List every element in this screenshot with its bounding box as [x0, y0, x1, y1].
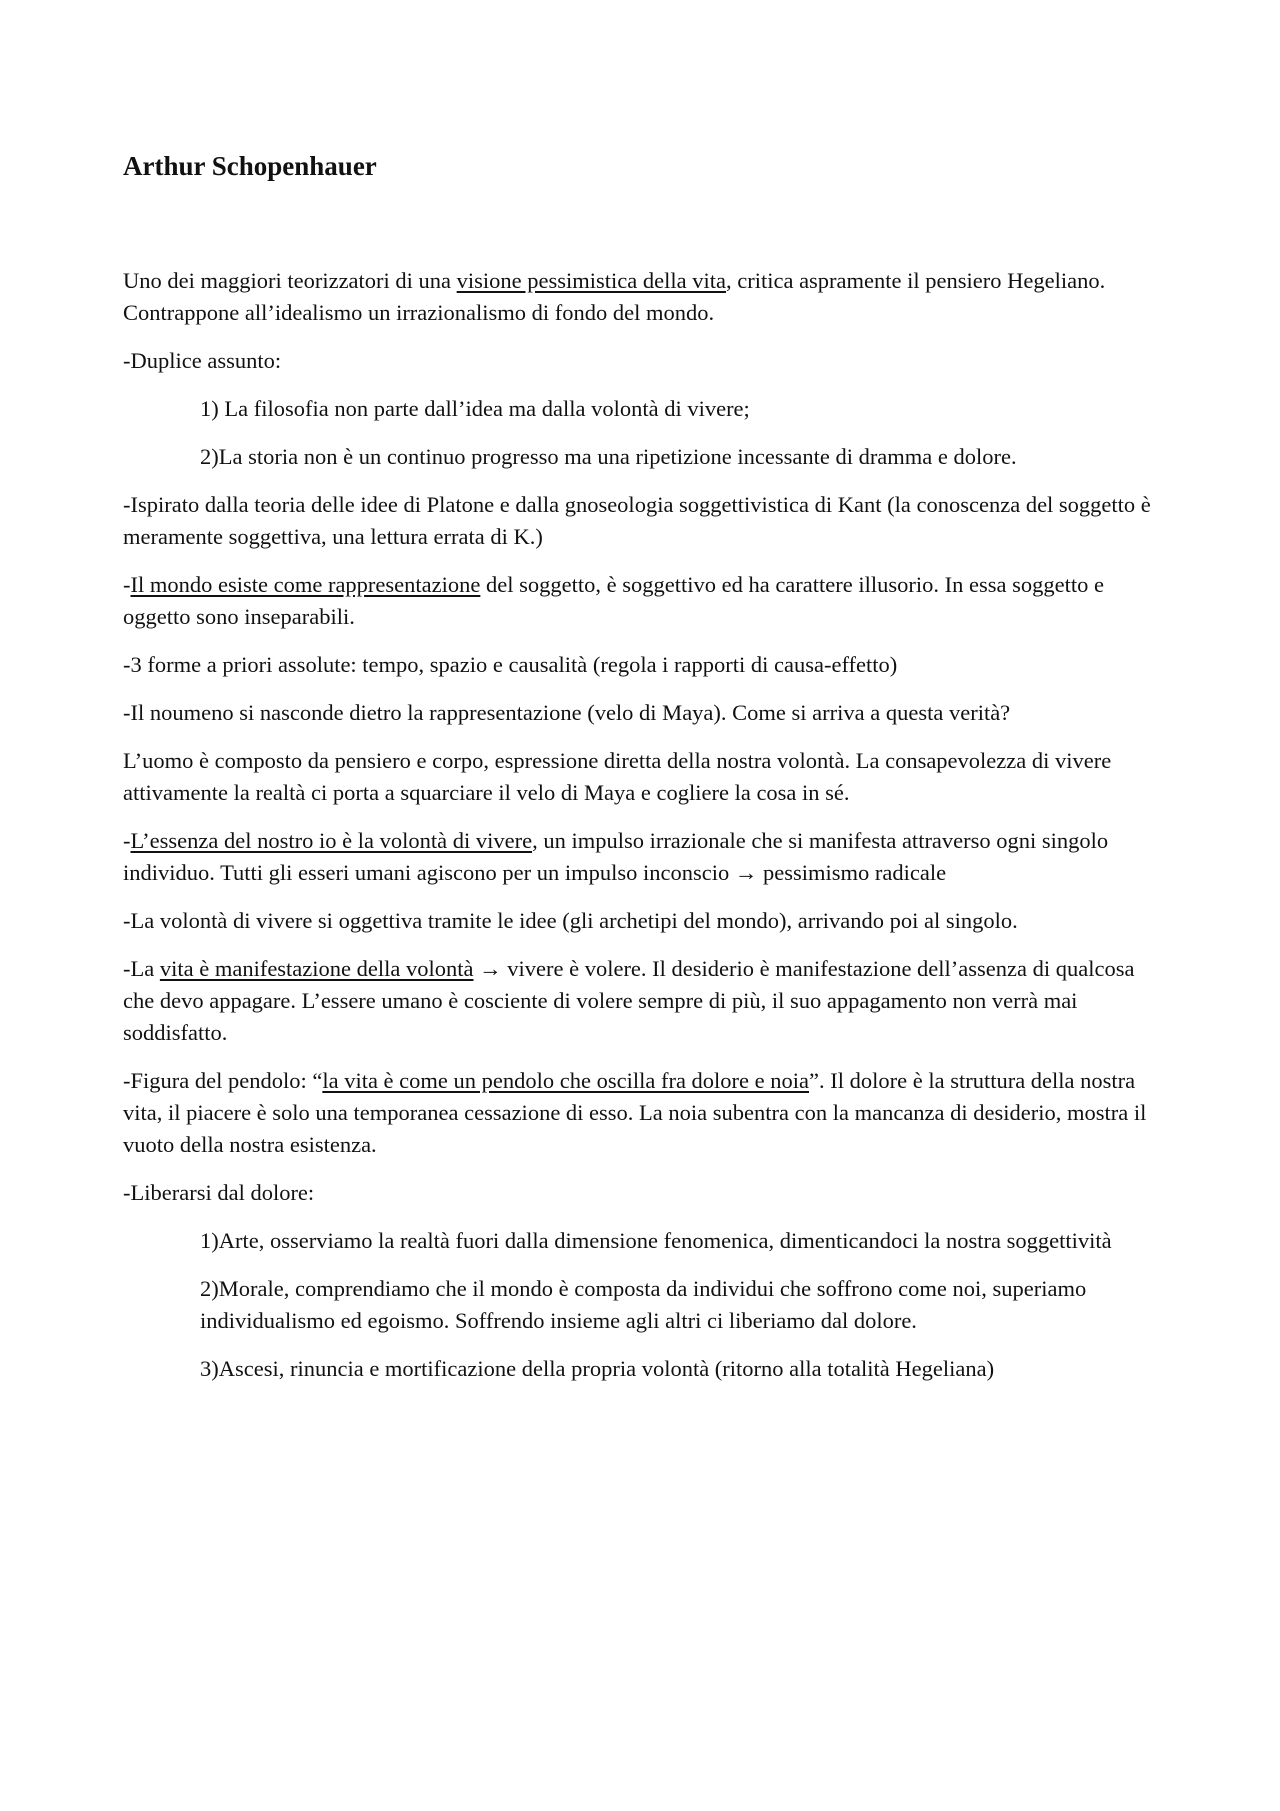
paragraph-duplice-assunto: -Duplice assunto: — [123, 348, 282, 374]
paragraph-rappresentazione: -Il mondo esiste come rappresentazione del soggetto, è soggettivo ed ha carattere illusorio. In essa soggetto e oggetto sono inseparabili. — [123, 572, 1104, 630]
page-title: Arthur Schopenhauer — [123, 151, 377, 181]
paragraph-intro: Uno dei maggiori teorizzatori di una visione pessimistica della vita, critica aspramente il pensiero Hegeliano. Contrappone all’idealismo un irrazionalismo di fondo del mondo. — [123, 268, 1106, 326]
paragraph-forme-a-priori: -3 forme a priori assolute: tempo, spazio e causalità (regola i rapporti di causa-effetto) — [123, 652, 898, 678]
underlined-phrase: la vita è come un pendolo che oscilla fra dolore e noia — [322, 1068, 810, 1094]
underlined-phrase: L’essenza del nostro io è la volontà di vivere — [130, 828, 533, 854]
underlined-phrase: visione pessimistica della vita — [456, 268, 726, 294]
paragraph-vita-volonta: -La vita è manifestazione della volontà → vivere è volere. Il desiderio è manifestazione dell’assenza di qualcosa che devo appagare. L’essere umano è cosciente di volere sempre di più, il suo appagamento non verrà mai soddisfatto. — [123, 956, 1135, 1046]
paragraph-essenza: -L’essenza del nostro io è la volontà di vivere, un impulso irrazionale che si manifesta attraverso ogni singolo individuo. Tutti gli esseri umani agiscono per un impulso inconscio → pessimismo radicale — [123, 828, 1109, 886]
list-item-ascesi: 3)Ascesi, rinuncia e mortificazione della propria volontà (ritorno alla totalità Hegeliana) — [200, 1356, 995, 1382]
paragraph-pendolo: -Figura del pendolo: “la vita è come un pendolo che oscilla fra dolore e noia”. Il dolore è la struttura della nostra vita, il piacere è solo una temporanea cessazione di esso. La noia subentra con la mancanza di desiderio, mostra il vuoto della nostra esistenza. — [123, 1068, 1147, 1158]
paragraph-oggettiva: -La volontà di vivere si oggettiva tramite le idee (gli archetipi del mondo), arrivando poi al singolo. — [123, 908, 1018, 934]
paragraph-liberarsi: -Liberarsi dal dolore: — [123, 1180, 315, 1206]
underlined-phrase: vita è manifestazione della volontà — [159, 956, 474, 982]
list-item-morale: 2)Morale, comprendiamo che il mondo è composta da individui che soffrono come noi, superiamo individualismo ed egoismo. Soffrendo insieme agli altri ci liberiamo dal dolore. — [200, 1276, 1087, 1334]
list-item-2: 2)La storia non è un continuo progresso ma una ripetizione incessante di dramma e dolore. — [200, 444, 1017, 470]
list-item-1: 1) La filosofia non parte dall’idea ma dalla volontà di vivere; — [200, 396, 750, 422]
document-body — [123, 150, 1168, 1401]
paragraph-ispirato: -Ispirato dalla teoria delle idee di Platone e dalla gnoseologia soggettivistica di Kant (la conoscenza del soggetto è meramente soggettiva, una lettura errata di K.) — [123, 492, 1151, 550]
paragraph-noumeno: -Il noumeno si nasconde dietro la rappresentazione (velo di Maya). Come si arriva a questa verità? — [123, 700, 1011, 726]
paragraph-uomo: L’uomo è composto da pensiero e corpo, espressione diretta della nostra volontà. La consapevolezza di vivere attivamente la realtà ci porta a squarciare il velo di Maya e cogliere la cosa in sé. — [123, 748, 1112, 806]
list-item-arte: 1)Arte, osserviamo la realtà fuori dalla dimensione fenomenica, dimenticandoci la nostra soggettività — [200, 1228, 1112, 1254]
underlined-phrase: Il mondo esiste come rappresentazione — [130, 572, 481, 598]
